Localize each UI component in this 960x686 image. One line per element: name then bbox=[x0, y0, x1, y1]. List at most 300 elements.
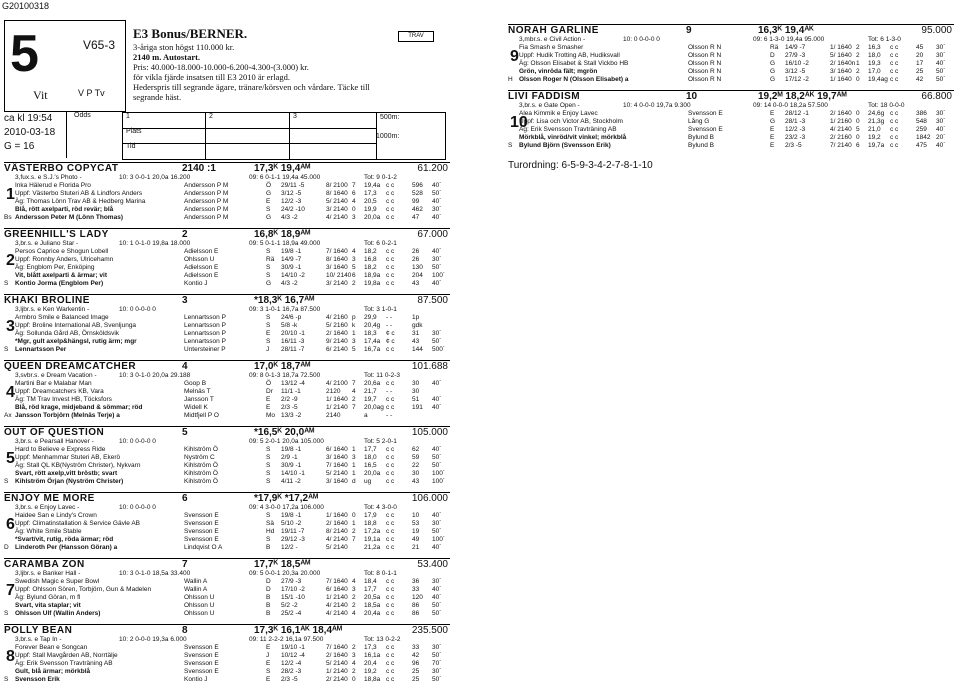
result-grid bbox=[122, 112, 377, 160]
prize: 40´ bbox=[432, 594, 442, 601]
date: 2/3 -5 bbox=[785, 142, 802, 149]
prize: 50´ bbox=[432, 454, 442, 461]
distance: 1/ 1640 bbox=[830, 76, 852, 83]
horse-header bbox=[4, 294, 450, 306]
horse-name: QUEEN DREAMCATCHER bbox=[4, 361, 137, 372]
time: 20,4 bbox=[364, 660, 377, 667]
start-position: 8 bbox=[182, 625, 188, 636]
shoes: - - bbox=[386, 322, 393, 329]
info-text: Martini Bar e Malabar Man bbox=[15, 380, 92, 387]
track: S bbox=[266, 338, 271, 345]
prize: 40´ bbox=[432, 214, 442, 221]
stats-total: Tot: 13 0-2-2 bbox=[364, 636, 401, 643]
odds: 25 bbox=[412, 668, 420, 675]
distance: 3/ 2140 bbox=[326, 206, 348, 213]
info-text: Äg: Stall QL KB(Nyström Christer), Nykvarn bbox=[15, 462, 141, 469]
race-conditions bbox=[133, 42, 393, 102]
time: 18,8 bbox=[364, 520, 377, 527]
odds: 59 bbox=[412, 454, 420, 461]
position: 2 bbox=[352, 396, 356, 403]
shoes: c c bbox=[386, 512, 395, 519]
start-row bbox=[4, 610, 450, 618]
distance: 4/ 2140 bbox=[326, 536, 348, 543]
track: J bbox=[266, 652, 270, 659]
shoes: c c bbox=[386, 602, 395, 609]
driver: Andersson P M bbox=[184, 214, 229, 221]
start-row bbox=[4, 676, 450, 684]
track: S bbox=[266, 248, 271, 255]
info-text: Mörkblå, vinröd/vit vinkel; mörkblå bbox=[519, 134, 627, 141]
prize: 40´ bbox=[432, 586, 442, 593]
position: d bbox=[352, 478, 356, 485]
shoes: c c bbox=[386, 256, 395, 263]
trav-logo-icon: TRAV bbox=[398, 31, 434, 42]
prize: 30´ bbox=[432, 520, 442, 527]
start-row bbox=[4, 578, 450, 586]
driver: Kihlström Ö bbox=[184, 470, 218, 477]
horse-entry bbox=[4, 624, 450, 684]
position: 3 bbox=[352, 338, 356, 345]
time: 21,0 bbox=[868, 126, 881, 133]
info-text: Uppf: Ronnby Anders, Ulricehamn bbox=[15, 256, 114, 263]
odds: 22 bbox=[412, 462, 420, 469]
shoes: c c bbox=[890, 60, 899, 67]
driver: Adielsson E bbox=[184, 272, 219, 279]
position: 0 bbox=[352, 206, 356, 213]
track: D bbox=[266, 578, 271, 585]
horse-stats bbox=[4, 174, 450, 182]
date: 14/9 -7 bbox=[281, 256, 302, 263]
odds: 21 bbox=[412, 544, 420, 551]
shoes: c c bbox=[386, 198, 395, 205]
time: 24,6g bbox=[868, 110, 885, 117]
position: 1 bbox=[352, 462, 356, 469]
horse-stats bbox=[508, 102, 954, 110]
driver: Svensson E bbox=[184, 528, 219, 535]
horse-mark: D bbox=[4, 544, 9, 551]
time: 19,8a bbox=[364, 280, 381, 287]
distance: 2/ 2160 bbox=[830, 134, 852, 141]
turordning: Turordning: 6-5-9-3-4-2-7-8-1-10 bbox=[508, 160, 653, 171]
info-text: Swedish Magic e Super Bowl bbox=[15, 578, 100, 585]
start-row bbox=[4, 412, 450, 420]
horse-pedigree: 3,ljbr.s. e Ken Warkentin - bbox=[15, 306, 90, 313]
shoes: ¢ c bbox=[386, 330, 395, 337]
position: 4 bbox=[352, 198, 356, 205]
distance: 1/ 2140 bbox=[326, 668, 348, 675]
driver: Lennartsson P bbox=[184, 338, 226, 345]
date: 19/11 -7 bbox=[281, 528, 305, 535]
date: 2/2 -9 bbox=[281, 396, 298, 403]
track: E bbox=[266, 644, 271, 651]
prize: 40´ bbox=[936, 126, 946, 133]
stats-2010: 10: 2 0-0-0 19,3a 6.000 bbox=[119, 636, 187, 643]
track: Rä bbox=[770, 44, 779, 51]
shoes: c c bbox=[386, 454, 395, 461]
horse-entry bbox=[4, 228, 450, 288]
time: 18,3 bbox=[364, 330, 377, 337]
horse-earnings: 101.688 bbox=[411, 361, 448, 372]
start-row bbox=[508, 142, 954, 150]
info-text: Ohlsson Ulf (Wallin Anders) bbox=[15, 610, 101, 617]
position: 1 bbox=[352, 520, 356, 527]
date: 4/11 -2 bbox=[281, 478, 301, 485]
odds: 42 bbox=[412, 652, 420, 659]
distance: 1/ 1640 bbox=[830, 44, 852, 51]
shoes: c c bbox=[890, 76, 899, 83]
position: 2 bbox=[352, 594, 356, 601]
date: 5/10 -2 bbox=[281, 520, 302, 527]
driver: Jansson T bbox=[184, 396, 214, 403]
position: 1 bbox=[856, 60, 860, 67]
odds: 17 bbox=[916, 60, 924, 67]
shoes: c c bbox=[890, 126, 899, 133]
horse-number: 4 bbox=[6, 384, 15, 401]
stats-2009: 09: 5 0-1-1 18,9a 49.000 bbox=[249, 240, 321, 247]
track: G bbox=[266, 214, 272, 221]
horse-mark: H bbox=[508, 76, 513, 83]
start-row bbox=[4, 602, 450, 610]
horse-stats bbox=[4, 240, 450, 248]
info-text: Äg: Thomas Lönn Trav AB & Hedberg Marina bbox=[15, 198, 146, 205]
track: Sä bbox=[266, 520, 274, 527]
horse-name: GREENHILL'S LADY bbox=[4, 229, 109, 240]
start-row bbox=[4, 470, 450, 478]
condition-line: 2140 m. Autostart. bbox=[133, 52, 201, 62]
prize: 30´ bbox=[936, 44, 946, 51]
grid-col-3: 3 bbox=[293, 113, 297, 120]
start-row bbox=[4, 462, 450, 470]
time: 17,0 bbox=[868, 68, 881, 75]
start-row bbox=[508, 60, 954, 68]
shoes: c c bbox=[386, 396, 395, 403]
odds: 45 bbox=[916, 44, 924, 51]
date: 5/8 -k bbox=[281, 322, 298, 329]
time: a bbox=[364, 412, 368, 419]
horse-header bbox=[4, 228, 450, 240]
start-row bbox=[4, 190, 450, 198]
track: S bbox=[266, 536, 271, 543]
prize: 40´ bbox=[432, 446, 442, 453]
stats-2009: 09: 6 1-3-0 19,4a 95.000 bbox=[753, 36, 825, 43]
horse-earnings: 66.800 bbox=[921, 91, 952, 102]
track: G bbox=[770, 60, 776, 67]
info-text: Svart, vita staplar; vit bbox=[15, 602, 81, 609]
horse-earnings: 67.000 bbox=[417, 229, 448, 240]
info-text: Jansson Torbjörn (Melnäs Terje) a bbox=[15, 412, 120, 419]
info-text: Haidee San e Lindy's Crown bbox=[15, 512, 97, 519]
position: 3 bbox=[352, 652, 356, 659]
horse-number: 2 bbox=[6, 252, 15, 269]
driver: Svensson E bbox=[184, 536, 219, 543]
position: 2 bbox=[856, 52, 860, 59]
horse-pedigree: 3,br.s. e Gate Open - bbox=[519, 102, 580, 109]
distance: 5/ 2160 bbox=[326, 322, 348, 329]
prize: 50´ bbox=[432, 190, 442, 197]
horse-number: 5 bbox=[6, 450, 15, 467]
date: 3/12 -5 bbox=[281, 190, 302, 197]
shoes: c c bbox=[890, 118, 899, 125]
stats-total: Tot: 9 0-1-2 bbox=[364, 174, 397, 181]
distance: 9/ 2140 bbox=[326, 338, 348, 345]
date: 28/2 -3 bbox=[281, 668, 302, 675]
grid-col-1: 1 bbox=[126, 113, 130, 120]
prize: 50´ bbox=[936, 76, 946, 83]
track: Rä bbox=[266, 256, 275, 263]
driver: Ohlsson U bbox=[184, 594, 215, 601]
start-row bbox=[4, 322, 450, 330]
start-position: 9 bbox=[686, 25, 692, 36]
horse-record: *18,3ᴷ 16,7ᴬᴹ bbox=[254, 295, 315, 306]
time: 19,4a bbox=[364, 182, 381, 189]
info-text: Blå, röd krage, midjeband & sömmar; röd bbox=[15, 404, 143, 411]
distance: 4/ 2160 bbox=[326, 314, 348, 321]
horse-record: 17,0ᴷ 18,7ᴬᴹ bbox=[254, 361, 311, 372]
prize: 40´ bbox=[936, 142, 946, 149]
horse-record: 17,3ᴷ 19,4ᴬᴹ bbox=[254, 163, 311, 174]
odds: 36 bbox=[412, 578, 420, 585]
distance: 8/ 2100 bbox=[326, 182, 348, 189]
time: 18,0 bbox=[868, 52, 881, 59]
horse-name: LIVI FADDISM bbox=[508, 91, 581, 102]
position: 0 bbox=[856, 118, 860, 125]
time: 19,7a bbox=[868, 142, 885, 149]
shoes: c c bbox=[386, 536, 395, 543]
info-text: Grön, vinröda fält; mgrön bbox=[519, 68, 598, 75]
start-row bbox=[4, 652, 450, 660]
shoes: c c bbox=[890, 134, 899, 141]
shoes: c c bbox=[386, 264, 395, 271]
shoes: - - bbox=[386, 388, 393, 395]
odds-label: Odds bbox=[74, 112, 91, 119]
start-row bbox=[4, 660, 450, 668]
stats-2010: 10: 0 0-0-0 0 bbox=[119, 504, 156, 511]
driver: Nyström C bbox=[184, 454, 215, 461]
stats-2010: 10: 3 0-1-0 20,0a 29.188 bbox=[119, 372, 191, 379]
info-text: Olsson Roger N (Olsson Elisabet) a bbox=[519, 76, 629, 83]
date: 3/12 -5 bbox=[785, 68, 806, 75]
start-row bbox=[508, 52, 954, 60]
start-row bbox=[4, 644, 450, 652]
position: 0 bbox=[856, 76, 860, 83]
shoes: c c bbox=[890, 52, 899, 59]
distance: 4/ 2140 bbox=[830, 126, 852, 133]
start-row bbox=[4, 338, 450, 346]
start-row bbox=[4, 396, 450, 404]
driver: Kihlström Ö bbox=[184, 462, 218, 469]
start-row bbox=[4, 182, 450, 190]
horse-stats bbox=[508, 36, 954, 44]
prize: 40´ bbox=[432, 404, 442, 411]
start-row bbox=[508, 134, 954, 142]
distance: 4/ 2140 bbox=[326, 602, 348, 609]
distance: 2120 bbox=[326, 388, 341, 395]
date: 28/12 -1 bbox=[785, 110, 809, 117]
stats-total: Tot: 5 2-0-1 bbox=[364, 438, 397, 445]
prize: 40´ bbox=[432, 182, 442, 189]
date: 19/10 -1 bbox=[281, 644, 305, 651]
time: 19,2 bbox=[868, 134, 881, 141]
shoes: c c bbox=[386, 380, 395, 387]
horse-earnings: 105.000 bbox=[411, 427, 448, 438]
horse-mark: S bbox=[4, 676, 9, 683]
prize: 50´ bbox=[432, 676, 442, 683]
odds: 42 bbox=[916, 76, 924, 83]
shoes: c c bbox=[890, 110, 899, 117]
driver: Kontio J bbox=[184, 280, 208, 287]
horse-entry bbox=[4, 426, 450, 486]
horse-pedigree: 3,br.s. e Juliano Star - bbox=[15, 240, 79, 247]
distance: 3/ 1640 bbox=[326, 264, 348, 271]
prize: 30´ bbox=[432, 256, 442, 263]
info-text: Uppf: Broline International AB, Svenljunga bbox=[15, 322, 137, 329]
info-text: Uppf: Hudik Trotting AB, Hudiksvall bbox=[519, 52, 620, 59]
prize: 50´ bbox=[432, 462, 442, 469]
track: Dr bbox=[266, 388, 273, 395]
horse-entry bbox=[4, 162, 450, 222]
track: G bbox=[770, 68, 776, 75]
driver: Svensson E bbox=[184, 520, 219, 527]
distance: 2/ 2140 bbox=[326, 676, 348, 683]
date: 24/2 -10 bbox=[281, 206, 305, 213]
horse-stats bbox=[4, 636, 450, 644]
track: E bbox=[266, 330, 271, 337]
prize: 50´ bbox=[432, 264, 442, 271]
info-text: Inka Hälerud e Florida Pro bbox=[15, 182, 91, 189]
date: 20/10 -1 bbox=[281, 330, 305, 337]
stats-2009: 09: 11 2-2-2 16,1a 97.500 bbox=[249, 636, 324, 643]
track: E bbox=[266, 676, 271, 683]
distance: 8/ 1640 bbox=[326, 190, 348, 197]
track: D bbox=[770, 52, 775, 59]
start-row bbox=[4, 330, 450, 338]
stats-2009: 09: 6 0-1-1 19,4a 45.000 bbox=[249, 174, 321, 181]
plats-label: Plats bbox=[126, 128, 142, 135]
horse-name: ENJOY ME MORE bbox=[4, 493, 95, 504]
start-row bbox=[4, 586, 450, 594]
info-text: Äg: Erik Svensson Travträning AB bbox=[15, 660, 113, 667]
date: 19/8 -1 bbox=[281, 248, 302, 255]
horse-record: 16,3ᴷ 19,4ᴬᴷ bbox=[758, 25, 814, 36]
odds: 51 bbox=[412, 396, 420, 403]
horse-record: *17,9ᴷ *17,2ᴬᴹ bbox=[254, 493, 319, 504]
race-game-types: V P Tv bbox=[78, 88, 105, 98]
horse-number: 8 bbox=[6, 648, 15, 665]
info-text: Uppf: Ohlsson Sören, Torbjörn, Gun & Madelen bbox=[15, 586, 152, 593]
driver: Svensson E bbox=[184, 512, 219, 519]
position: 1 bbox=[352, 330, 356, 337]
shoes: c c bbox=[386, 346, 395, 353]
time: 19,9 bbox=[364, 206, 377, 213]
start-row bbox=[4, 536, 450, 544]
prize: 50´ bbox=[936, 68, 946, 75]
odds: 144 bbox=[412, 346, 423, 353]
horse-record: *16,5ᴷ 20,0ᴬᴹ bbox=[254, 427, 315, 438]
track: S bbox=[266, 512, 271, 519]
horse-header bbox=[4, 492, 450, 504]
horse-name: VÄSTERBO COPYCAT bbox=[4, 163, 119, 174]
driver: Svensson E bbox=[688, 110, 723, 117]
info-text: Uppf: Menhammar Stuteri AB, Ekerö bbox=[15, 454, 121, 461]
prize: 50´ bbox=[432, 602, 442, 609]
position: 7 bbox=[352, 404, 356, 411]
info-text: Uppf: Climatinstallation & Service Gävle AB bbox=[15, 520, 140, 527]
time: 17,3 bbox=[364, 190, 377, 197]
odds: 548 bbox=[916, 118, 927, 125]
driver: Lennartsson P bbox=[184, 322, 226, 329]
odds: 10 bbox=[412, 512, 420, 519]
shoes: c c bbox=[386, 446, 395, 453]
track: Hd bbox=[266, 528, 275, 535]
odds: 26 bbox=[412, 256, 420, 263]
horse-header bbox=[508, 24, 954, 36]
driver: Lennartsson P bbox=[184, 314, 226, 321]
time: 19,4ag bbox=[868, 76, 888, 83]
horse-entry bbox=[508, 90, 954, 150]
info-text: Bylund Björn (Svensson Erik) bbox=[519, 142, 611, 149]
driver: Lång G bbox=[688, 118, 710, 125]
horse-number: 7 bbox=[6, 582, 15, 599]
info-text: Äg: Erik Svensson Travträning AB bbox=[519, 126, 617, 133]
prize: 40´ bbox=[432, 280, 442, 287]
stats-2010: 10: 1 0-1-0 19,8a 18.000 bbox=[119, 240, 191, 247]
position: 4 bbox=[352, 578, 356, 585]
position: 6 bbox=[352, 190, 356, 197]
time: 20,0a bbox=[364, 214, 381, 221]
odds: 30 bbox=[412, 380, 420, 387]
stats-2010: 10: 0 0-0-0 0 bbox=[119, 306, 156, 313]
position: k bbox=[352, 322, 356, 329]
horse-entry bbox=[508, 24, 954, 84]
track: G bbox=[770, 76, 776, 83]
info-text: Uppf: Lisa och Victor AB, Stockholm bbox=[519, 118, 623, 125]
shoes: - - bbox=[386, 314, 393, 321]
distance: 7/ 1640 bbox=[326, 644, 348, 651]
prize: 40´ bbox=[432, 544, 442, 551]
stats-total: Tot: 8 0-1-1 bbox=[364, 570, 397, 577]
distance: 1/ 2160 bbox=[830, 118, 852, 125]
start-position: 2 bbox=[182, 229, 188, 240]
odds: 191 bbox=[412, 404, 423, 411]
shoes: c c bbox=[386, 676, 395, 683]
track: B bbox=[266, 594, 271, 601]
time: 21,3g bbox=[868, 118, 885, 125]
shoes: c c bbox=[386, 586, 395, 593]
prize: 100´ bbox=[432, 478, 446, 485]
horse-number: 10 bbox=[510, 114, 528, 131]
horse-number: 1 bbox=[6, 186, 15, 203]
date: 27/9 -3 bbox=[785, 52, 806, 59]
position: 4 bbox=[352, 248, 356, 255]
distance: 3/ 1640 bbox=[830, 68, 852, 75]
distance: 3/ 1640 bbox=[326, 454, 348, 461]
track: E bbox=[266, 198, 271, 205]
odds: 20 bbox=[916, 52, 924, 59]
prize: 50´ bbox=[432, 338, 442, 345]
date: 14/10 -1 bbox=[281, 470, 305, 477]
race-date: 2010-03-18 bbox=[4, 127, 56, 138]
start-row bbox=[4, 594, 450, 602]
shoes: - - bbox=[386, 412, 393, 419]
shoes: c c bbox=[890, 142, 899, 149]
driver: Goop B bbox=[184, 380, 207, 387]
horse-earnings: 87.500 bbox=[417, 295, 448, 306]
condition-line: för vikla fjärde insatsen till E3 2010 är erlagd. bbox=[133, 72, 290, 82]
time: 18,2 bbox=[364, 264, 377, 271]
time: 20,4g bbox=[364, 322, 381, 329]
horse-number: 6 bbox=[6, 516, 15, 533]
info-text: Uppf: Västerbo Stuteri AB & Lindfors Anders bbox=[15, 190, 143, 197]
